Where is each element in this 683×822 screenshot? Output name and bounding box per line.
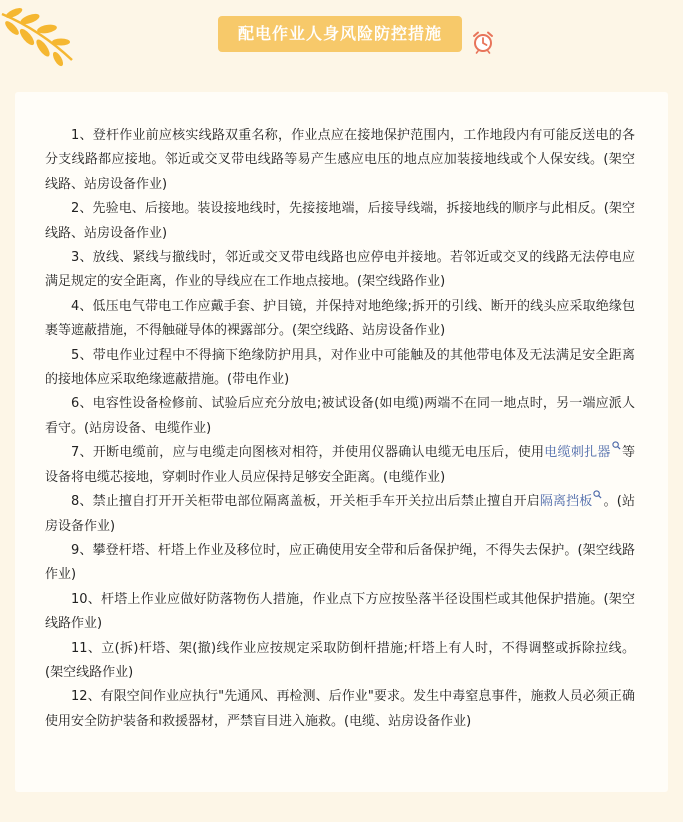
measure-item — [45, 441, 635, 490]
measure-text: 等设备将电缆芯接地，穿刺时作业人员应保持足够安全距离。(电缆作业) — [45, 445, 635, 485]
measure-item: 5、带电作业过程中不得摘下绝缘防护用具，对作业中可能触及的其他带电体及无法满足安全距离的接地体应采取绝缘遮蔽措施。(带电作业) — [45, 347, 635, 388]
alarm-clock-icon — [471, 30, 495, 54]
measure-item: 3、放线、紧线与撤线时，邻近或交叉带电线路也应停电并接地。若邻近或交叉的线路无法停电应满足规定的安全距离，作业的导线应在工作地点接地。(架空线路作业) — [45, 250, 635, 290]
measure-item: 6、电容性设备检修前、试验后应充分放电;被试设备(如电缆)两端不在同一地点时，另一端应派人看守。(站房设备、电缆作业) — [45, 396, 635, 436]
page-title: 配电作业人身风险防控措施 — [218, 16, 462, 52]
measure-item: 11、立(拆)杆塔、架(撤)线作业应按规定采取防倒杆措施;杆塔上有人时，不得调整或拆除拉线。(架空线路作业) — [45, 640, 635, 680]
search-icon[interactable] — [612, 441, 621, 450]
search-icon[interactable] — [593, 490, 602, 499]
cable-piercer-link[interactable]: 电缆刺扎器 — [544, 445, 611, 461]
measure-text: 7、开断电缆前，应与电缆走向图核对相符，并使用仪器确认电缆无电压后，使用 — [71, 445, 545, 461]
measure-text: 8、禁止擅自打开开关柜带电部位隔离盖板，开关柜手车开关拉出后禁止擅自开启 — [71, 494, 540, 510]
measure-item: 4、低压电气带电工作应戴手套、护目镜，并保持对地绝缘;拆开的引线、断开的线头应采取绝缘包裹等遮蔽措施，不得触碰导体的裸露部分。(架空线路、站房设备作业) — [45, 298, 635, 339]
measure-item: 12、有限空间作业应执行"先通风、再检测、后作业"要求。发生中毒窒息事件，施救人员必须正确使用安全防护装备和救援器材，严禁盲目进入施救。(电缆、站房设备作业) — [45, 689, 635, 729]
measures-list — [45, 124, 635, 734]
wheat-leaf-icon — [0, 8, 74, 68]
measure-item: 9、攀登杆塔、杆塔上作业及移位时，应正确使用安全带和后备保护绳，不得失去保护。(架空线路作业) — [45, 542, 635, 583]
measure-item: 10、杆塔上作业应做好防落物伤人措施，作业点下方应按坠落半径设围栏或其他保护措施。(架空线路作业) — [45, 591, 635, 632]
measure-item: 1、登杆作业前应核实线路双重名称，作业点应在接地保护范围内，工作地段内有可能反送电的各分支线路都应接地。邻近或交叉带电线路等易产生感应电压的地点应加装接地线或个人保安线。(架空线路、站房设备作业) — [45, 128, 635, 192]
isolation-baffle-link[interactable]: 隔离挡板 — [539, 494, 593, 510]
measure-text: 。(站房设备作业) — [45, 494, 635, 534]
measure-item: 2、先验电、后接地。装设接地线时，先接接地端，后接导线端，拆接地线的顺序与此相反。(架空线路、站房设备作业) — [45, 201, 635, 241]
measure-item — [45, 490, 635, 539]
